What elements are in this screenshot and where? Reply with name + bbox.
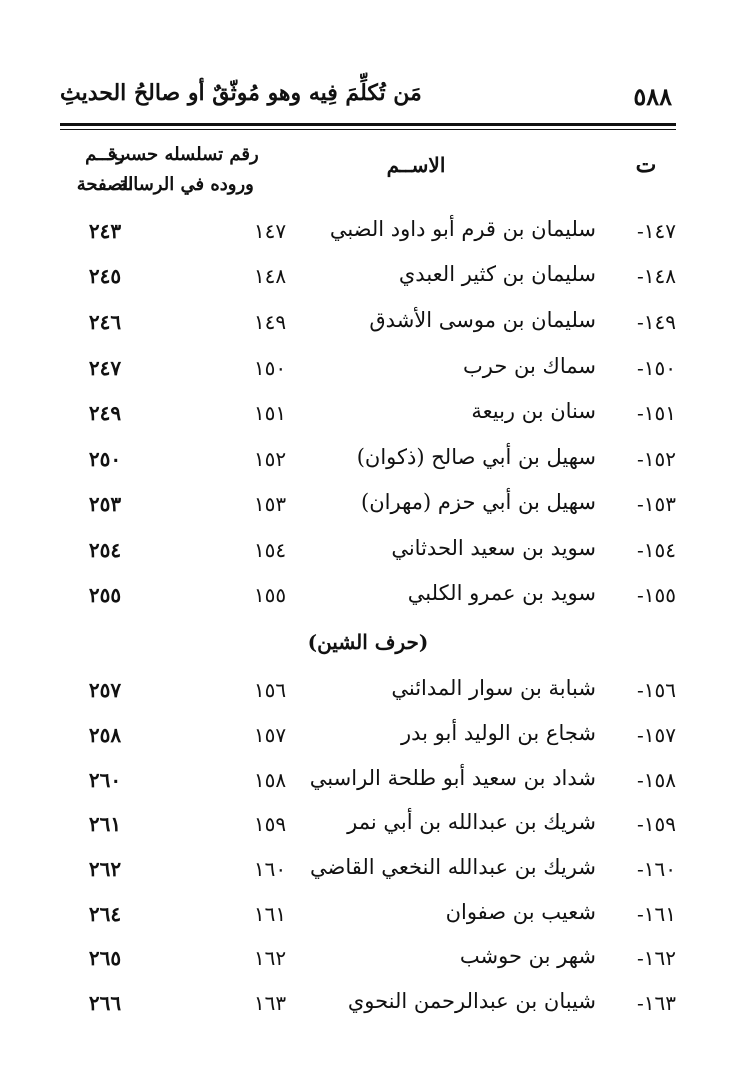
- entry-serial: ١٥٦: [253, 678, 287, 702]
- table-row: [60, 806, 676, 846]
- entry-page: ٢٥٣: [88, 492, 122, 516]
- entry-page: ٢٦١: [88, 812, 122, 836]
- entry-serial: ١٤٧: [253, 219, 287, 243]
- entry-serial: ١٤٨: [253, 264, 287, 288]
- entry-page: ٢٦٠: [88, 768, 122, 792]
- entry-number: ١٦٣-: [637, 991, 676, 1015]
- entry-name: سهيل بن أبي حزم (مهران): [361, 490, 596, 514]
- entry-number: ١٥٥-: [637, 583, 676, 607]
- table-row: [60, 985, 676, 1025]
- entry-serial: ١٦٠: [253, 857, 287, 881]
- entry-serial: ١٥٨: [253, 768, 287, 792]
- entry-page: ٢٤٥: [88, 264, 122, 288]
- entry-name: سليمان بن كثير العبدي: [398, 262, 596, 286]
- running-title: مَن تُكلِّمَ فِيه وهو مُوثّقٌ أو صالحُ الحديثِ: [60, 80, 422, 106]
- col-head-name: الاســم: [386, 153, 446, 177]
- entry-number: ١٦٢-: [637, 946, 676, 970]
- entry-serial: ١٥٥: [253, 583, 287, 607]
- entry-name: سليمان بن قرم أبو داود الضبي: [329, 217, 596, 241]
- table-row: [60, 395, 676, 435]
- entry-number: ١٥١-: [637, 401, 676, 425]
- entry-page: ٢٤٩: [88, 401, 122, 425]
- entry-serial: ١٥٣: [253, 492, 287, 516]
- entry-name: شريك بن عبدالله النخعي القاضي: [310, 855, 596, 879]
- entry-number: ١٤٧-: [637, 219, 676, 243]
- table-row: [60, 762, 676, 802]
- entry-name: سليمان بن موسى الأشدق: [369, 308, 596, 332]
- entry-serial: ١٦٢: [253, 946, 287, 970]
- entry-number: ١٥٦-: [637, 678, 676, 702]
- entry-name: شعيب بن صفوان: [445, 900, 596, 924]
- entry-name: شجاع بن الوليد أبو بدر: [401, 721, 596, 745]
- table-row: [60, 532, 676, 572]
- entry-serial: ١٥٠: [253, 356, 287, 380]
- entry-name: شبابة بن سوار المدائني: [391, 676, 596, 700]
- entry-page: ٢٥٥: [88, 583, 122, 607]
- table-row: [60, 258, 676, 298]
- table-row: [60, 717, 676, 757]
- entry-number: ١٤٨-: [637, 264, 676, 288]
- table-row: [60, 350, 676, 390]
- table-row: [60, 672, 676, 712]
- table-row: [60, 896, 676, 936]
- page-number: ٥٨٨: [633, 82, 672, 111]
- col-head-page-line1: رقــم: [85, 144, 125, 165]
- entry-page: ٢٦٦: [88, 991, 122, 1015]
- col-head-serial-line1: رقم تسلسله حسب: [113, 144, 259, 165]
- entry-name: سويد بن عمرو الكلبي: [407, 581, 596, 605]
- entry-name: سنان بن ربيعة: [471, 399, 596, 423]
- table-row: [60, 304, 676, 344]
- table-row: [60, 940, 676, 980]
- entry-name: سويد بن سعيد الحدثاني: [391, 536, 596, 560]
- entry-name: سماك بن حرب: [463, 354, 596, 378]
- entry-page: ٢٥٤: [88, 538, 122, 562]
- entry-serial: ١٦١: [253, 902, 287, 926]
- entry-serial: ١٥١: [253, 401, 287, 425]
- entry-serial: ١٦٣: [253, 991, 287, 1015]
- entry-page: ٢٦٥: [88, 946, 122, 970]
- table-row: [60, 851, 676, 891]
- entry-number: ١٦٠-: [637, 857, 676, 881]
- table-row: [60, 441, 676, 481]
- entry-serial: ١٤٩: [253, 310, 287, 334]
- entry-page: ٢٤٦: [88, 310, 122, 334]
- entry-page: ٢٥٧: [88, 678, 122, 702]
- entry-page: ٢٥٠: [88, 447, 122, 471]
- entry-number: ١٦١-: [637, 902, 676, 926]
- entries-table: [60, 0, 676, 1090]
- entry-serial: ١٥٤: [253, 538, 287, 562]
- entry-number: ١٥٤-: [637, 538, 676, 562]
- entry-serial: ١٥٩: [253, 812, 287, 836]
- entry-number: ١٥٣-: [637, 492, 676, 516]
- section-heading: (حرف الشين): [307, 630, 429, 654]
- col-head-serial-line2: وروده في الرسالة: [118, 174, 254, 195]
- entry-number: ١٥٨-: [637, 768, 676, 792]
- entry-page: ٢٥٨: [88, 723, 122, 747]
- col-head-serial-mark: ت: [635, 152, 657, 178]
- table-row: [60, 486, 676, 526]
- entry-page: ٢٤٧: [88, 356, 122, 380]
- entry-number: ١٥٢-: [637, 447, 676, 471]
- entry-page: ٢٦٢: [88, 857, 122, 881]
- entry-number: ١٥٧-: [637, 723, 676, 747]
- entry-serial: ١٥٧: [253, 723, 287, 747]
- entry-page: ٢٤٣: [88, 219, 122, 243]
- entry-name: شداد بن سعيد أبو طلحة الراسبي: [309, 766, 596, 790]
- entry-name: سهيل بن أبي صالح (ذكوان): [356, 445, 596, 469]
- entry-number: ١٥٩-: [637, 812, 676, 836]
- table-row: [60, 213, 676, 253]
- entry-page: ٢٦٤: [88, 902, 122, 926]
- entry-number: ١٥٠-: [637, 356, 676, 380]
- entry-name: شيبان بن عبدالرحمن النحوي: [347, 989, 596, 1013]
- table-row: [60, 577, 676, 617]
- entry-name: شريك بن عبدالله بن أبي نمر: [347, 810, 596, 834]
- col-head-page-line2: الصفحة: [76, 174, 134, 195]
- entry-number: ١٤٩-: [637, 310, 676, 334]
- entry-serial: ١٥٢: [253, 447, 287, 471]
- entry-name: شهر بن حوشب: [459, 944, 596, 968]
